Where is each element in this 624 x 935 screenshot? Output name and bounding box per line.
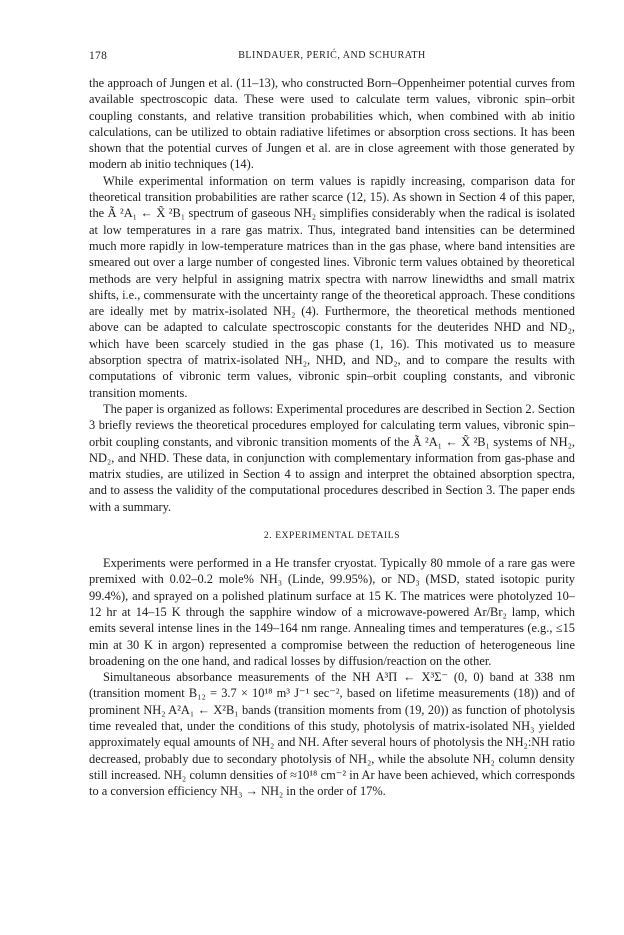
paragraph: While experimental information on term values is rapidly increasing, comparison data for theoretical transition probabilities are rather scarce (12, 15). As shown in Section 4 of this paper, the Ã ²A₁ ← X̃ ²B₁ spectrum of gaseous NH₂ simplifies considerably when the radical is isolated at low temperatures in a rare gas matrix. Thus, integrated band intensities can be determined much more rapidly in low-temperature matrices than in the gas phase, where band intensities are smeared out over a large number of congested lines. Vibronic term values obtained by theoretical methods are very helpful in assigning matrix spectra with narrow linewidths and small matrix shifts, i.e., commensurate with the uncertainty range of the theoretical approach. These conditions are ideally met by matrix-isolated NH₂ (4). Furthermore, the theoretical methods mentioned above can be adapted to calculate spectroscopic constants for the deuterides NHD and ND₂, which have been scarcely studied in the gas phase (1, 16). This motivated us to measure absorption spectra of matrix-isolated NH₂, NHD, and ND₂, and to compare the results with computations of vibronic term values, vibronic spin–orbit coupling constants, and vibronic transition moments.	[89, 173, 575, 400]
section-heading: 2. EXPERIMENTAL DETAILS	[263, 531, 401, 542]
page-header	[89, 50, 575, 66]
paragraph: the approach of Jungen et al. (11–13), who constructed Born–Oppenheimer potential curves from available spectroscopic data. These were used to calculate term values, vibronic spin–orbit coupling constants, and relative transition probabilities which, when combined with ab initio calculations, can be utilized to obtain radiative lifetimes or absorption cross sections. It has been shown that the potential curves of Jungen et al. are in close agreement with those generated by modern ab initio techniques (14).	[89, 76, 575, 172]
paragraph: Simultaneous absorbance measurements of the NH A³Π ← X³Σ⁻ (0, 0) band at 338 nm (transition moment B₁₂ = 3.7 × 10¹⁸ m³ J⁻¹ sec⁻², based on lifetime measurements (18)) and of prominent NH₂ A²A₁ ← X²B₁ bands (transition moments from (19, 20)) as function of photolysis time revealed that, under the conditions of this study, photolysis of matrix-isolated NH₃ yielded approximately equal amounts of NH₂ and NH. After several hours of photolysis the NH₂:NH ratio decreased, probably due to secondary photolysis of NH₂, while the absolute NH₂ column density still increased. NH₂ column densities of ≈10¹⁸ cm⁻² in Ar have been achieved, which corresponds to a conversion efficiency NH₃ → NH₂ in the order of 17%.	[89, 670, 575, 799]
paragraph: The paper is organized as follows: Experimental procedures are described in Section 2. Section 3 briefly reviews the theoretical procedures employed for calculating term values, vibronic spin–orbit coupling constants, and vibronic transition moments of the Ã ²A₁ ← X̃ ²B₁ systems of NH₂, ND₂, and NHD. These data, in conjunction with complementary information from gas-phase and matrix studies, are utilized in Section 4 to assign and interpret the obtained absorption spectra, and to assess the validity of the computational procedures described in Section 3. The paper ends with a summary.	[89, 401, 575, 514]
page-number: 178	[89, 50, 108, 62]
paragraph: Experiments were performed in a He transfer cryostat. Typically 80 mmole of a rare gas were premixed with 0.02–0.2 mole% NH₃ (Linde, 99.95%), or ND₃ (MSD, stated isotopic purity 99.4%), and sprayed on a polished platinum surface at 15 K. The matrices were photolyzed 10–12 hr at 14–15 K through the sapphire window of a microwave-powered Ar/Br₂ lamp, which emits several intense lines in the 149–164 nm range. Annealing times and temperatures (e.g., ≤15 min at 30 K in argon) represented a compromise between the reduction of heterogeneous line broadening on the one hand, and radical losses by diffusion/reaction on the other.	[89, 556, 575, 668]
page-body	[89, 75, 575, 799]
running-head: BLINDAUER, PERIĆ, AND SCHURATH	[238, 50, 426, 61]
